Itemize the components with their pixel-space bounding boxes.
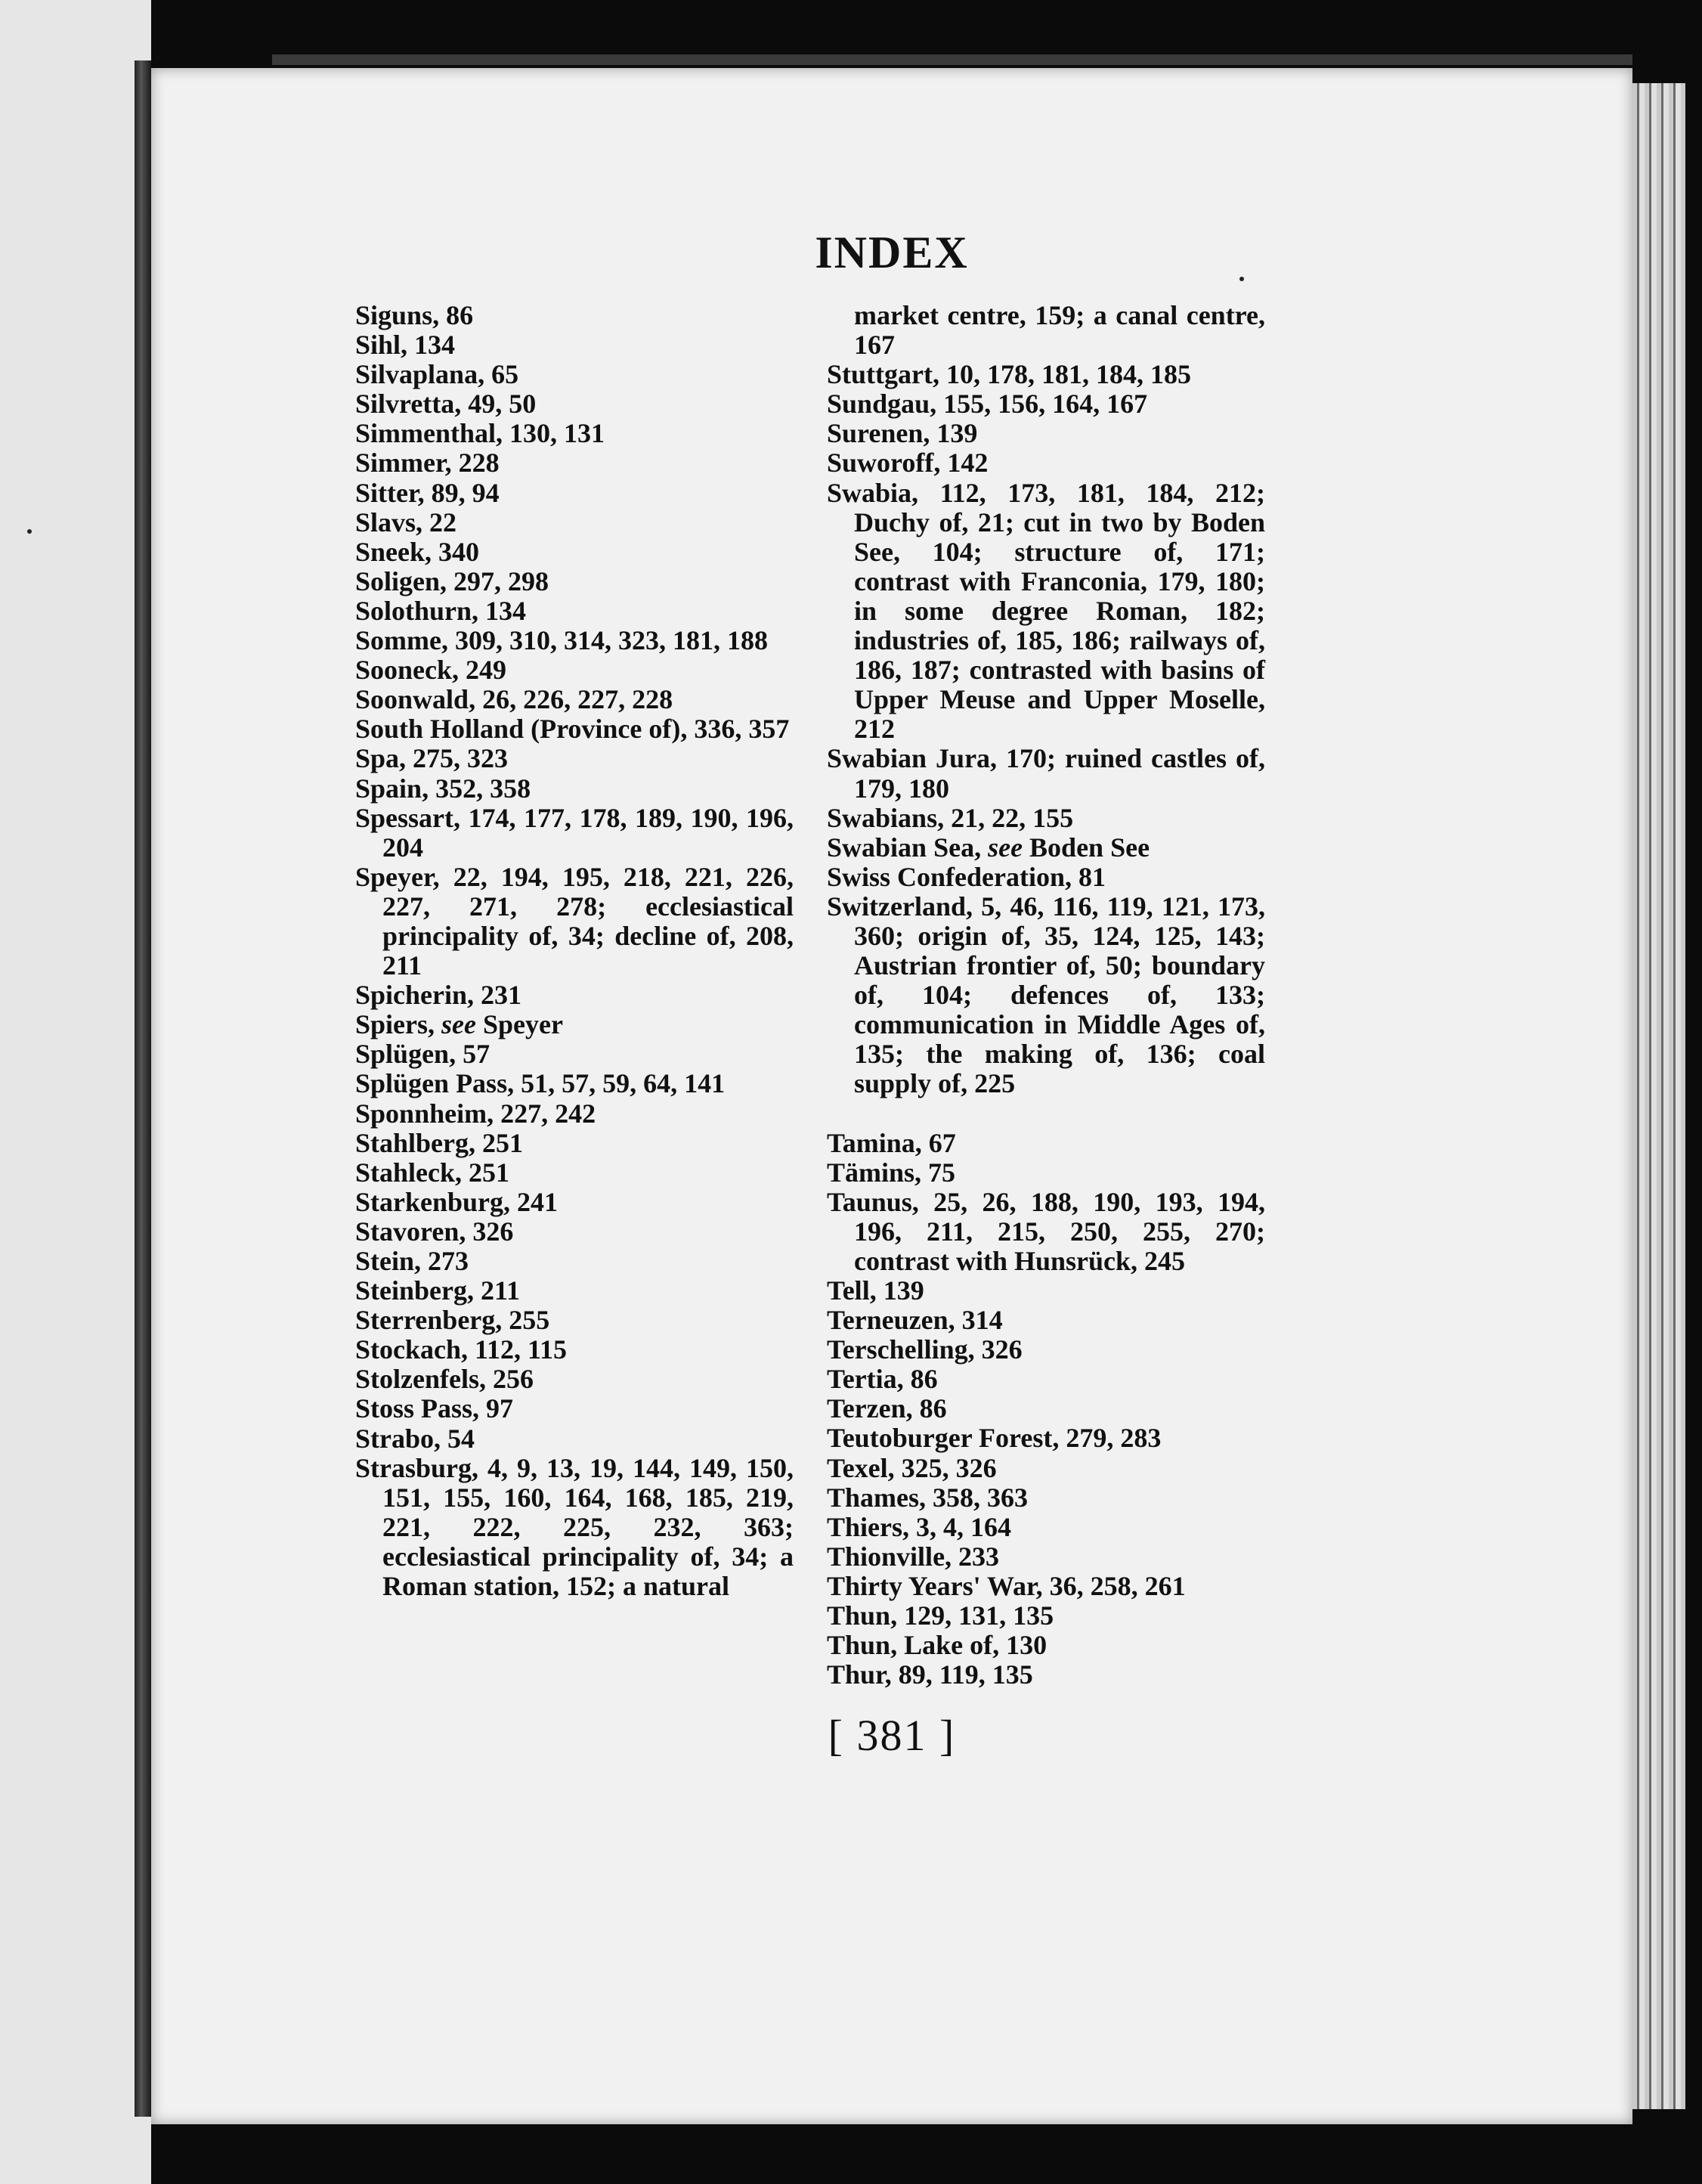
- index-entry: Thiers, 3, 4, 164: [827, 1511, 1012, 1542]
- index-entry-continuation: market centre, 159; a canal centre, 167: [854, 300, 1265, 361]
- index-entry: Terzen, 86: [827, 1393, 947, 1424]
- index-entry: Stahlberg, 251: [355, 1127, 524, 1158]
- index-entry: Spiers, see Speyer: [355, 1009, 563, 1040]
- index-entry: Simmer, 228: [355, 448, 500, 479]
- index-entry: Soligen, 297, 298: [355, 565, 549, 596]
- page-top-shadow: [272, 54, 1632, 65]
- index-entry: Spa, 275, 323: [355, 743, 509, 774]
- index-entry: Strasburg, 4, 9, 13, 19, 144, 149, 150, 151, 155, 160, 164, 168, 185, 219, 221, 222, 225, 232, 363; ecclesiastical principality of, 34; a Roman station, 152; a natural: [355, 1452, 794, 1602]
- index-column-right: [827, 301, 1265, 1690]
- index-entry: Siguns, 86: [355, 300, 474, 330]
- index-entry: Taunus, 25, 26, 188, 190, 193, 194, 196, 211, 215, 250, 255, 270; contrast with Hunsrück, 245: [827, 1186, 1265, 1276]
- index-entry: Thionville, 233: [827, 1541, 1000, 1572]
- index-entry: Switzerland, 5, 46, 116, 119, 121, 173, 360; origin of, 35, 124, 125, 143; Austrian frontier of, 50; boundary of, 104; defences of, 133; communication in Middle Ages of, 135; the making of, 136; coal supply of, 225: [827, 891, 1265, 1099]
- index-entry: Sponnheim, 227, 242: [355, 1098, 596, 1129]
- index-entry: Thun, Lake of, 130: [827, 1630, 1048, 1661]
- page-edge-stack: [1632, 83, 1685, 2109]
- index-entry: Sterrenberg, 255: [355, 1305, 550, 1336]
- index-entry: Tell, 139: [827, 1275, 924, 1306]
- index-entry: Tertia, 86: [827, 1364, 938, 1395]
- index-entry: Sneek, 340: [355, 536, 480, 567]
- index-group-s: [827, 360, 1265, 1098]
- index-entry: Thames, 358, 363: [827, 1482, 1029, 1513]
- index-entry: Somme, 309, 310, 314, 323, 181, 188: [355, 625, 768, 656]
- index-entry: Stavoren, 326: [355, 1216, 514, 1247]
- index-entry: Stein, 273: [355, 1246, 469, 1276]
- index-group-t: [827, 1129, 1265, 1690]
- scan-margin: [0, 0, 151, 2184]
- index-entry: Swabian Sea, see Boden See: [827, 832, 1150, 863]
- index-entry: Sooneck, 249: [355, 655, 507, 686]
- index-entry: Thun, 129, 131, 135: [827, 1600, 1054, 1631]
- index-entry: Slavs, 22: [355, 507, 457, 537]
- index-entry: Swabian Jura, 170; ruined castles of, 179, 180: [827, 743, 1265, 804]
- index-entry: Terschelling, 326: [827, 1334, 1023, 1365]
- index-entry: Surenen, 139: [827, 418, 978, 449]
- index-entry: Splügen, 57: [355, 1039, 490, 1070]
- book-binding: [135, 60, 151, 2117]
- index-entry: Teutoburger Forest, 279, 283: [827, 1423, 1162, 1454]
- index-entry: Solothurn, 134: [355, 595, 527, 626]
- index-entry: Spain, 352, 358: [355, 773, 531, 804]
- index-entry: Swabia, 112, 173, 181, 184, 212; Duchy of, 21; cut in two by Boden See, 104; structure of, 171; contrast with Franconia, 179, 180; in some degree Roman, 182; industries of, 185, 186; railways of, 186, 187; contrasted with basins of Upper Meuse and Upper Moselle, 212: [827, 477, 1265, 745]
- index-entry: Swiss Confederation, 81: [827, 861, 1106, 892]
- index-entry: Stolzenfels, 256: [355, 1364, 534, 1395]
- index-entry: Silvretta, 49, 50: [355, 389, 537, 420]
- index-entry: Thirty Years' War, 36, 258, 261: [827, 1570, 1186, 1601]
- index-entry: Tämins, 75: [827, 1157, 956, 1188]
- index-entry: Stockach, 112, 115: [355, 1334, 568, 1365]
- index-entry: Sitter, 89, 94: [355, 477, 500, 508]
- index-entry: Stoss Pass, 97: [355, 1393, 514, 1424]
- page-title: INDEX: [815, 228, 969, 277]
- index-entry: Thur, 89, 119, 135: [827, 1659, 1033, 1690]
- index-entry: Starkenburg, 241: [355, 1186, 559, 1217]
- index-entry: Tamina, 67: [827, 1127, 956, 1158]
- index-entry: Stahleck, 251: [355, 1157, 510, 1188]
- index-entry: Soonwald, 26, 226, 227, 228: [355, 684, 673, 715]
- index-column-left: [355, 301, 794, 1601]
- index-entry: Splügen Pass, 51, 57, 59, 64, 141: [355, 1068, 726, 1099]
- index-entry: Texel, 325, 326: [827, 1452, 997, 1483]
- index-entry: Terneuzen, 314: [827, 1305, 1003, 1336]
- index-entry: Sihl, 134: [355, 330, 456, 361]
- index-entry: Swabians, 21, 22, 155: [827, 802, 1074, 833]
- index-entry: Steinberg, 211: [355, 1275, 521, 1306]
- index-entry: Suworoff, 142: [827, 448, 989, 479]
- index-entry: Sundgau, 155, 156, 164, 167: [827, 389, 1148, 420]
- scan-speck: [27, 529, 32, 534]
- page-number: [ 381 ]: [828, 1711, 956, 1760]
- index-entry: Stuttgart, 10, 178, 181, 184, 185: [827, 359, 1191, 390]
- index-entry: South Holland (Province of), 336, 357: [355, 714, 790, 745]
- index-entry: Simmenthal, 130, 131: [355, 418, 605, 449]
- index-entry: Strabo, 54: [355, 1423, 475, 1454]
- index-entry: Spicherin, 231: [355, 980, 522, 1011]
- index-entry: Silvaplana, 65: [355, 359, 519, 390]
- index-entry: Spessart, 174, 177, 178, 189, 190, 196, 204: [355, 802, 794, 863]
- index-entry: Speyer, 22, 194, 195, 218, 221, 226, 227, 271, 278; ecclesiastical principality of, 34; decline of, 208, 211: [355, 861, 794, 981]
